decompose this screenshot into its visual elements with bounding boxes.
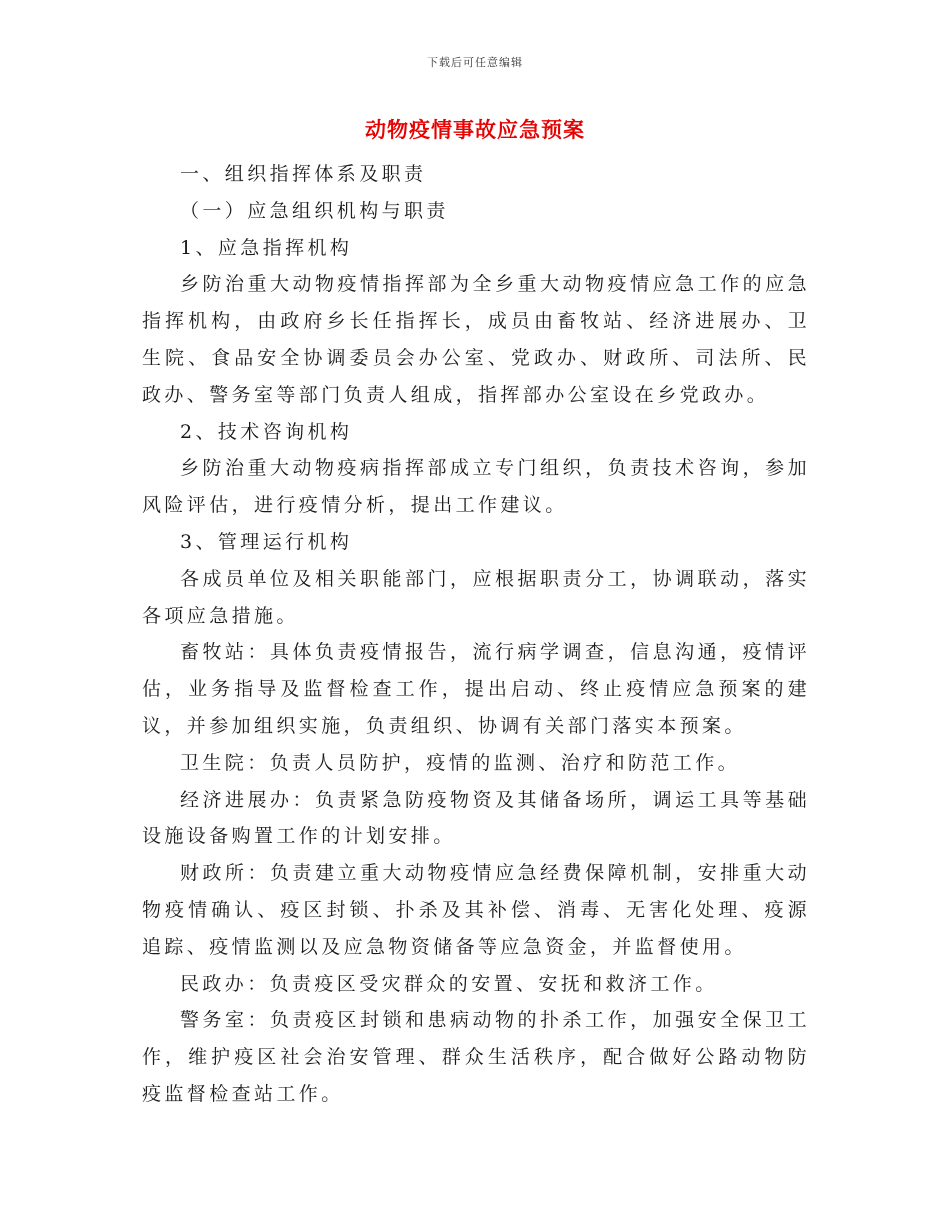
paragraph: 财政所：负责建立重大动物疫情应急经费保障机制，安排重大动物疫情确认、疫区封锁、扑杀及其补偿、消毒、无害化处理、疫源追踪、疫情监测以及应急物资储备等应急资金，并监督使用。 (142, 862, 810, 958)
paragraph: 民政办：负责疫区受灾群众的安置、安抚和救济工作。 (180, 972, 718, 995)
header-note: 下载后可任意编辑 (427, 56, 523, 69)
item-heading: 1、应急指挥机构 (180, 236, 353, 259)
subsection-heading: （一）应急组织机构与职责 (180, 199, 449, 222)
document-body (142, 156, 810, 1113)
item-heading: 3、管理运行机构 (180, 530, 353, 553)
document-title: 动物疫情事故应急预案 (365, 117, 585, 142)
item-heading: 2、技术咨询机构 (180, 420, 353, 443)
paragraph: 警务室：负责疫区封锁和患病动物的扑杀工作，加强安全保卫工作，维护疫区社会治安管理、群众生活秩序，配合做好公路动物防疫监督检查站工作。 (142, 1009, 810, 1105)
paragraph: 乡防治重大动物疫病指挥部成立专门组织，负责技术咨询，参加风险评估，进行疫情分析，提出工作建议。 (142, 457, 810, 517)
paragraph: 各成员单位及相关职能部门，应根据职责分工，协调联动，落实各项应急措施。 (142, 567, 810, 627)
paragraph: 卫生院：负责人员防护，疫情的监测、治疗和防范工作。 (180, 751, 741, 774)
section-heading: 一、组织指挥体系及职责 (180, 163, 427, 185)
paragraph: 畜牧站：具体负责疫情报告，流行病学调查，信息沟通，疫情评估，业务指导及监督检查工作，提出启动、终止疫情应急预案的建议，并参加组织实施，负责组织、协调有关部门落实本预案。 (142, 641, 810, 737)
paragraph: 经济进展办：负责紧急防疫物资及其储备场所，调运工具等基础设施设备购置工作的计划安排。 (142, 788, 810, 848)
paragraph: 乡防治重大动物疫情指挥部为全乡重大动物疫情应急工作的应急指挥机构，由政府乡长任指挥长，成员由畜牧站、经济进展办、卫生院、食品安全协调委员会办公室、党政办、财政所、司法所、民政办、警务室等部门负责人组成，指挥部办公室设在乡党政办。 (142, 273, 810, 406)
